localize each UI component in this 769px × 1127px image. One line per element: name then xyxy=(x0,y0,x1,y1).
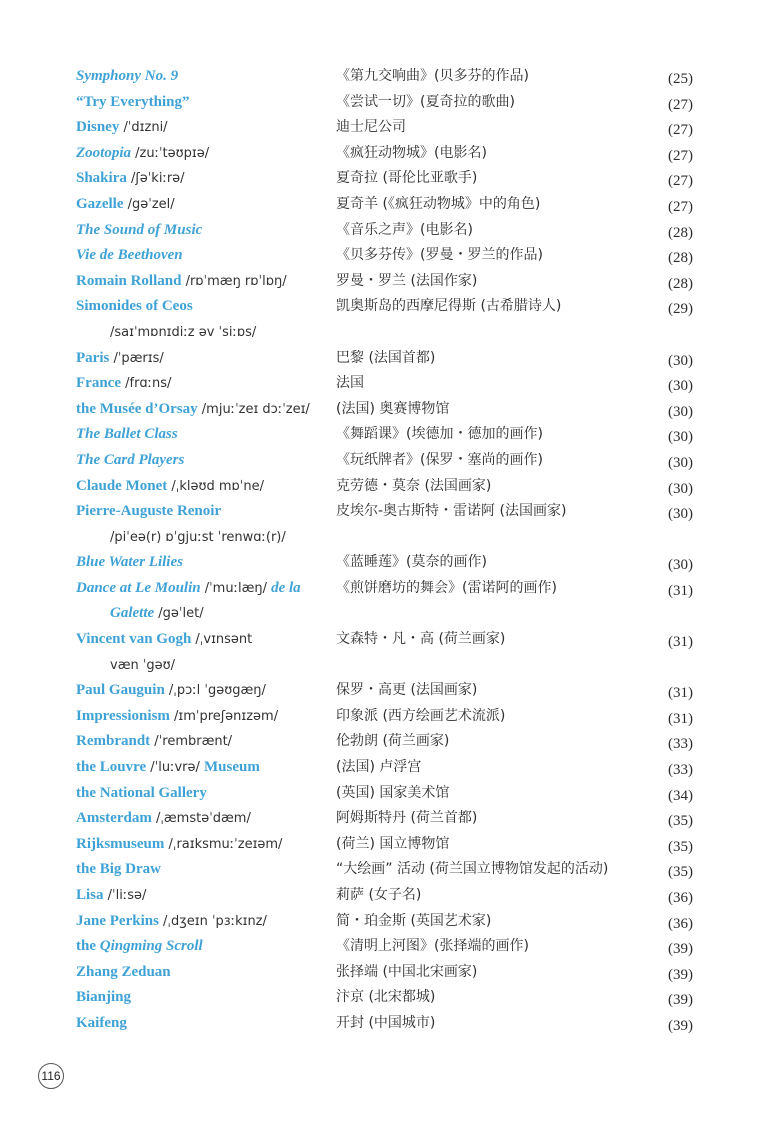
page-reference: (36) xyxy=(668,890,693,906)
entry-line xyxy=(0,448,769,474)
term xyxy=(76,1011,127,1037)
glossary-entry xyxy=(0,166,769,192)
entry-line xyxy=(0,781,769,807)
phonetic-transcription: /saɪˈmɒnɪdiːz əv ˈsiːɒs/ xyxy=(110,324,257,340)
chinese-translation: (法国) 奥赛博物馆 xyxy=(336,400,450,417)
phonetic-transcription: /ˌæmstəˈdæm/ xyxy=(151,811,251,827)
glossary-entry xyxy=(0,422,769,448)
page-reference: (27) xyxy=(668,96,693,113)
chinese-translation: 凯奥斯岛的西摩尼得斯 (古希腊诗人) xyxy=(336,298,562,315)
term-pronunciation xyxy=(110,320,256,346)
page-reference: (27) xyxy=(668,122,693,139)
phonetic-transcription: /ˈrembrænt/ xyxy=(150,734,233,750)
term xyxy=(76,832,282,858)
entry-line xyxy=(0,90,769,116)
page-reference: (39) xyxy=(668,1017,693,1034)
entry-line xyxy=(0,985,769,1011)
term xyxy=(76,115,168,141)
term-name: Amsterdam xyxy=(76,810,152,827)
entry-line xyxy=(0,166,769,192)
phonetic-transcription: /ˌvɪnsənt xyxy=(191,632,253,648)
glossary-entry xyxy=(0,704,769,730)
chinese-translation: 《疯狂动物城》(电影名) xyxy=(336,144,487,161)
glossary-entry xyxy=(0,1011,769,1037)
term-name: Paul Gauguin xyxy=(76,682,165,699)
chinese-translation: 夏奇拉 (哥伦比亚歌手) xyxy=(336,170,478,187)
entry-line xyxy=(0,909,769,935)
glossary-entry xyxy=(0,806,769,832)
entry-line xyxy=(0,1011,769,1037)
term-name: Claude Monet xyxy=(76,477,168,494)
page-reference: (30) xyxy=(668,429,693,446)
term xyxy=(76,294,193,320)
entry-line xyxy=(0,832,769,858)
term xyxy=(76,781,207,807)
term-name: The Card Players xyxy=(76,451,185,468)
phonetic-transcription: /mjuːˈzeɪ dɔːˈzeɪ/ xyxy=(197,401,310,417)
term-name: Museum xyxy=(204,759,260,776)
chinese-translation: 文森特・凡・高 (荷兰画家) xyxy=(336,631,506,648)
glossary-entry xyxy=(0,474,769,500)
term-name: the National Gallery xyxy=(76,784,207,801)
entry-term-continuation xyxy=(0,525,769,551)
term-pronunciation xyxy=(110,653,175,679)
term xyxy=(76,346,164,372)
term-name: Bianjing xyxy=(76,989,132,1006)
entry-line xyxy=(0,678,769,704)
term xyxy=(76,576,301,602)
page-reference: (28) xyxy=(668,250,693,267)
page-reference: (27) xyxy=(668,198,693,215)
glossary-list xyxy=(0,64,769,1037)
term-name: Paris xyxy=(76,349,110,366)
term-name: Pierre-Auguste Renoir xyxy=(76,503,222,520)
term-name: de la xyxy=(271,579,301,596)
chinese-translation: 《尝试一切》(夏奇拉的歌曲) xyxy=(336,93,515,110)
chinese-translation: 《第九交响曲》(贝多芬的作品) xyxy=(336,68,529,84)
chinese-translation: 简・珀金斯 (英国艺术家) xyxy=(336,912,492,929)
phonetic-transcription: /ˈliːsə/ xyxy=(103,888,147,903)
entry-term-continuation xyxy=(0,653,769,679)
term-name: Zootopia xyxy=(76,144,131,161)
page-reference: (30) xyxy=(668,352,693,369)
phonetic-transcription: /ˌkləʊd mɒˈne/ xyxy=(167,478,264,494)
term-name: Vie de Beethoven xyxy=(76,247,183,264)
page-reference: (36) xyxy=(668,915,693,932)
chinese-translation: 罗曼・罗兰 (法国作家) xyxy=(336,272,478,289)
term xyxy=(76,704,278,730)
entry-line xyxy=(0,192,769,218)
page-reference: (39) xyxy=(668,992,693,1009)
entry-line xyxy=(0,934,769,960)
phonetic-transcription: væn ˈgəʊ/ xyxy=(110,657,176,673)
glossary-entry xyxy=(0,883,769,909)
phonetic-transcription: /ˈpærɪs/ xyxy=(109,350,164,366)
term xyxy=(76,678,266,704)
term xyxy=(76,985,131,1011)
entry-line xyxy=(0,627,769,653)
term-name: Zhang Zeduan xyxy=(76,963,171,980)
entry-line xyxy=(0,141,769,167)
page-reference: (30) xyxy=(668,454,693,471)
term-name: France xyxy=(76,375,121,392)
page-reference: (27) xyxy=(668,147,693,164)
page-reference: (35) xyxy=(668,838,693,855)
glossary-entry xyxy=(0,909,769,935)
glossary-entry xyxy=(0,576,769,627)
term-name: Vincent van Gogh xyxy=(76,631,192,648)
chinese-translation: 法国 xyxy=(336,375,364,392)
term-name: Blue Water Lilies xyxy=(76,554,183,571)
term xyxy=(76,499,221,525)
chinese-translation: 汴京 (北宋都城) xyxy=(336,989,436,1006)
page-reference: (27) xyxy=(668,173,693,190)
entry-line xyxy=(0,269,769,295)
glossary-entry xyxy=(0,985,769,1011)
chinese-translation: 《蓝睡莲》(莫奈的画作) xyxy=(336,554,487,571)
term-pronunciation xyxy=(110,525,286,551)
chinese-translation: 伦勃朗 (荷兰画家) xyxy=(336,733,450,750)
entry-line xyxy=(0,576,769,602)
chinese-translation: “大绘画” 活动 (荷兰国立博物馆发起的活动) xyxy=(336,861,609,878)
term xyxy=(76,422,178,448)
entry-line xyxy=(0,243,769,269)
term xyxy=(76,857,161,883)
phonetic-transcription: /gəˈzel/ xyxy=(123,196,175,212)
entry-line xyxy=(0,294,769,320)
term-name: Disney xyxy=(76,119,120,136)
term-name: Galette xyxy=(110,605,155,622)
term-name: the xyxy=(76,938,100,955)
term xyxy=(76,960,171,986)
term xyxy=(76,934,203,960)
term xyxy=(76,474,264,500)
glossary-entry xyxy=(0,627,769,678)
term xyxy=(76,755,260,781)
term-name: Jane Perkins xyxy=(76,912,159,929)
phonetic-transcription: /ˌraɪksmuːˈzeɪəm/ xyxy=(164,836,283,852)
entry-line xyxy=(0,346,769,372)
glossary-entry xyxy=(0,243,769,269)
phonetic-transcription: /ˈdɪzni/ xyxy=(119,120,168,136)
term-pronunciation xyxy=(110,601,204,627)
glossary-entry xyxy=(0,371,769,397)
glossary-entry xyxy=(0,934,769,960)
page-reference: (30) xyxy=(668,557,693,574)
page-reference: (30) xyxy=(668,403,693,420)
chinese-translation: 阿姆斯特丹 (荷兰首都) xyxy=(336,810,478,827)
term xyxy=(76,627,252,653)
glossary-entry xyxy=(0,218,769,244)
term xyxy=(76,883,146,909)
entry-line xyxy=(0,704,769,730)
chinese-translation: 《舞蹈课》(埃德加・德加的画作) xyxy=(336,426,543,443)
page-reference: (31) xyxy=(668,710,693,727)
glossary-entry xyxy=(0,397,769,423)
term-name: Simonides of Ceos xyxy=(76,298,193,315)
page-reference: (30) xyxy=(668,378,693,395)
entry-line xyxy=(0,115,769,141)
term-name: “Try Everything” xyxy=(76,93,190,110)
term xyxy=(76,90,189,116)
page-reference: (31) xyxy=(668,634,693,651)
chinese-translation: 《玩纸牌者》(保罗・塞尚的画作) xyxy=(336,451,543,468)
page-reference: (29) xyxy=(668,301,693,318)
page-reference: (39) xyxy=(668,966,693,983)
term-name: Symphony No. 9 xyxy=(76,68,179,84)
phonetic-transcription: /ˌdʒeɪn ˈpɜːkɪnz/ xyxy=(158,913,267,929)
glossary-entry xyxy=(0,960,769,986)
term xyxy=(76,166,185,192)
chinese-translation: 开封 (中国城市) xyxy=(336,1014,436,1031)
page-reference: (28) xyxy=(668,275,693,292)
page-reference: (31) xyxy=(668,685,693,702)
entry-line xyxy=(0,960,769,986)
term xyxy=(76,909,267,935)
glossary-entry xyxy=(0,857,769,883)
chinese-translation: 保罗・高更 (法国画家) xyxy=(336,682,478,699)
page-reference: (35) xyxy=(668,813,693,830)
entry-line xyxy=(0,499,769,525)
chinese-translation: 皮埃尔-奥古斯特・雷诺阿 (法国画家) xyxy=(336,503,567,520)
glossary-entry xyxy=(0,269,769,295)
phonetic-transcription: /ɪmˈpreʃənɪzəm/ xyxy=(169,708,279,724)
term-name: Romain Rolland xyxy=(76,272,182,289)
term-name: the Louvre xyxy=(76,759,147,776)
glossary-entry xyxy=(0,64,769,90)
glossary-entry xyxy=(0,448,769,474)
glossary-entry xyxy=(0,755,769,781)
chinese-translation: 印象派 (西方绘画艺术流派) xyxy=(336,707,506,724)
chinese-translation: 夏奇羊 (《疯狂动物城》中的角色) xyxy=(336,195,541,212)
glossary-entry xyxy=(0,781,769,807)
entry-line xyxy=(0,474,769,500)
entry-line xyxy=(0,806,769,832)
term-name: The Ballet Class xyxy=(76,426,178,443)
page-reference: (25) xyxy=(668,71,693,87)
chinese-translation: 张择端 (中国北宋画家) xyxy=(336,963,478,980)
page-reference: (31) xyxy=(668,582,693,599)
entry-line xyxy=(0,857,769,883)
page-reference: (34) xyxy=(668,787,693,804)
term-name: Impressionism xyxy=(76,707,170,724)
term-name: Shakira xyxy=(76,170,127,187)
term xyxy=(76,269,287,295)
phonetic-transcription: /zuːˈtəʊpɪə/ xyxy=(131,145,210,161)
chinese-translation: 《音乐之声》(电影名) xyxy=(336,221,473,238)
term xyxy=(76,550,183,576)
entry-line xyxy=(0,729,769,755)
page-reference: (30) xyxy=(668,506,693,523)
page-reference: (39) xyxy=(668,941,693,958)
term-name: Dance at Le Moulin xyxy=(76,579,201,596)
term xyxy=(76,729,232,755)
glossary-entry xyxy=(0,90,769,116)
glossary-entry xyxy=(0,729,769,755)
page-reference: (35) xyxy=(668,864,693,881)
term-name: Rembrandt xyxy=(76,733,151,750)
glossary-entry xyxy=(0,115,769,141)
term xyxy=(76,371,171,397)
phonetic-transcription: /piˈeə(r) ɒˈgjuːst ˈrenwɑː(r)/ xyxy=(110,529,286,545)
term-name: The Sound of Music xyxy=(76,221,203,238)
entry-term-continuation xyxy=(0,320,769,346)
phonetic-transcription: /ˈluːvrə/ xyxy=(146,760,205,776)
phonetic-transcription: /frɑːns/ xyxy=(120,376,172,392)
chinese-translation: 克劳德・莫奈 (法国画家) xyxy=(336,477,492,494)
term xyxy=(76,192,175,218)
chinese-translation: 《煎饼磨坊的舞会》(雷诺阿的画作) xyxy=(336,579,557,596)
term xyxy=(76,806,251,832)
glossary-entry xyxy=(0,550,769,576)
entry-line xyxy=(0,64,769,90)
phonetic-transcription: /ˌpɔːl ˈgəʊgæŋ/ xyxy=(164,683,266,699)
glossary-entry xyxy=(0,346,769,372)
entry-line xyxy=(0,755,769,781)
page-reference: (33) xyxy=(668,736,693,753)
term-name: the Musée d’Orsay xyxy=(76,400,198,417)
phonetic-transcription: /rɒˈmæŋ rɒˈlɒŋ/ xyxy=(181,273,287,289)
phonetic-transcription: /ˈmuːlæŋ/ xyxy=(200,580,272,596)
term-name: Lisa xyxy=(76,887,104,903)
term xyxy=(76,397,310,423)
entry-line xyxy=(0,883,769,909)
phonetic-transcription: /ʃəˈkiːrə/ xyxy=(126,171,185,187)
term-name: Gazelle xyxy=(76,195,124,212)
entry-line xyxy=(0,397,769,423)
chinese-translation: 《清明上河图》(张择端的画作) xyxy=(336,938,529,955)
term-name: Kaifeng xyxy=(76,1014,127,1031)
term xyxy=(76,243,183,269)
glossary-entry xyxy=(0,192,769,218)
chinese-translation: 莉萨 (女子名) xyxy=(336,887,422,903)
term xyxy=(76,448,184,474)
chinese-translation: 巴黎 (法国首都) xyxy=(336,349,436,366)
chinese-translation: 迪士尼公司 xyxy=(336,119,406,136)
entry-term-continuation xyxy=(0,601,769,627)
term xyxy=(76,141,209,167)
page-reference: (28) xyxy=(668,224,693,241)
entry-line xyxy=(0,218,769,244)
glossary-entry xyxy=(0,499,769,550)
page-number: 116 xyxy=(38,1063,64,1089)
entry-line xyxy=(0,371,769,397)
chinese-translation: (法国) 卢浮宫 xyxy=(336,759,422,776)
chinese-translation: 《贝多芬传》(罗曼・罗兰的作品) xyxy=(336,247,543,264)
glossary-entry xyxy=(0,832,769,858)
chinese-translation: (荷兰) 国立博物馆 xyxy=(336,835,450,852)
term xyxy=(76,64,178,90)
entry-line xyxy=(0,550,769,576)
entry-line xyxy=(0,422,769,448)
glossary-entry xyxy=(0,678,769,704)
chinese-translation: (英国) 国家美术馆 xyxy=(336,784,450,801)
glossary-entry xyxy=(0,141,769,167)
term-name: Qingming Scroll xyxy=(99,938,203,955)
page-reference: (33) xyxy=(668,762,693,779)
page-reference: (30) xyxy=(668,480,693,497)
glossary-entry xyxy=(0,294,769,345)
term xyxy=(76,218,202,244)
term-name: the Big Draw xyxy=(76,861,161,878)
term-name: Rijksmuseum xyxy=(76,835,165,852)
phonetic-transcription: /gəˈlet/ xyxy=(154,606,204,622)
